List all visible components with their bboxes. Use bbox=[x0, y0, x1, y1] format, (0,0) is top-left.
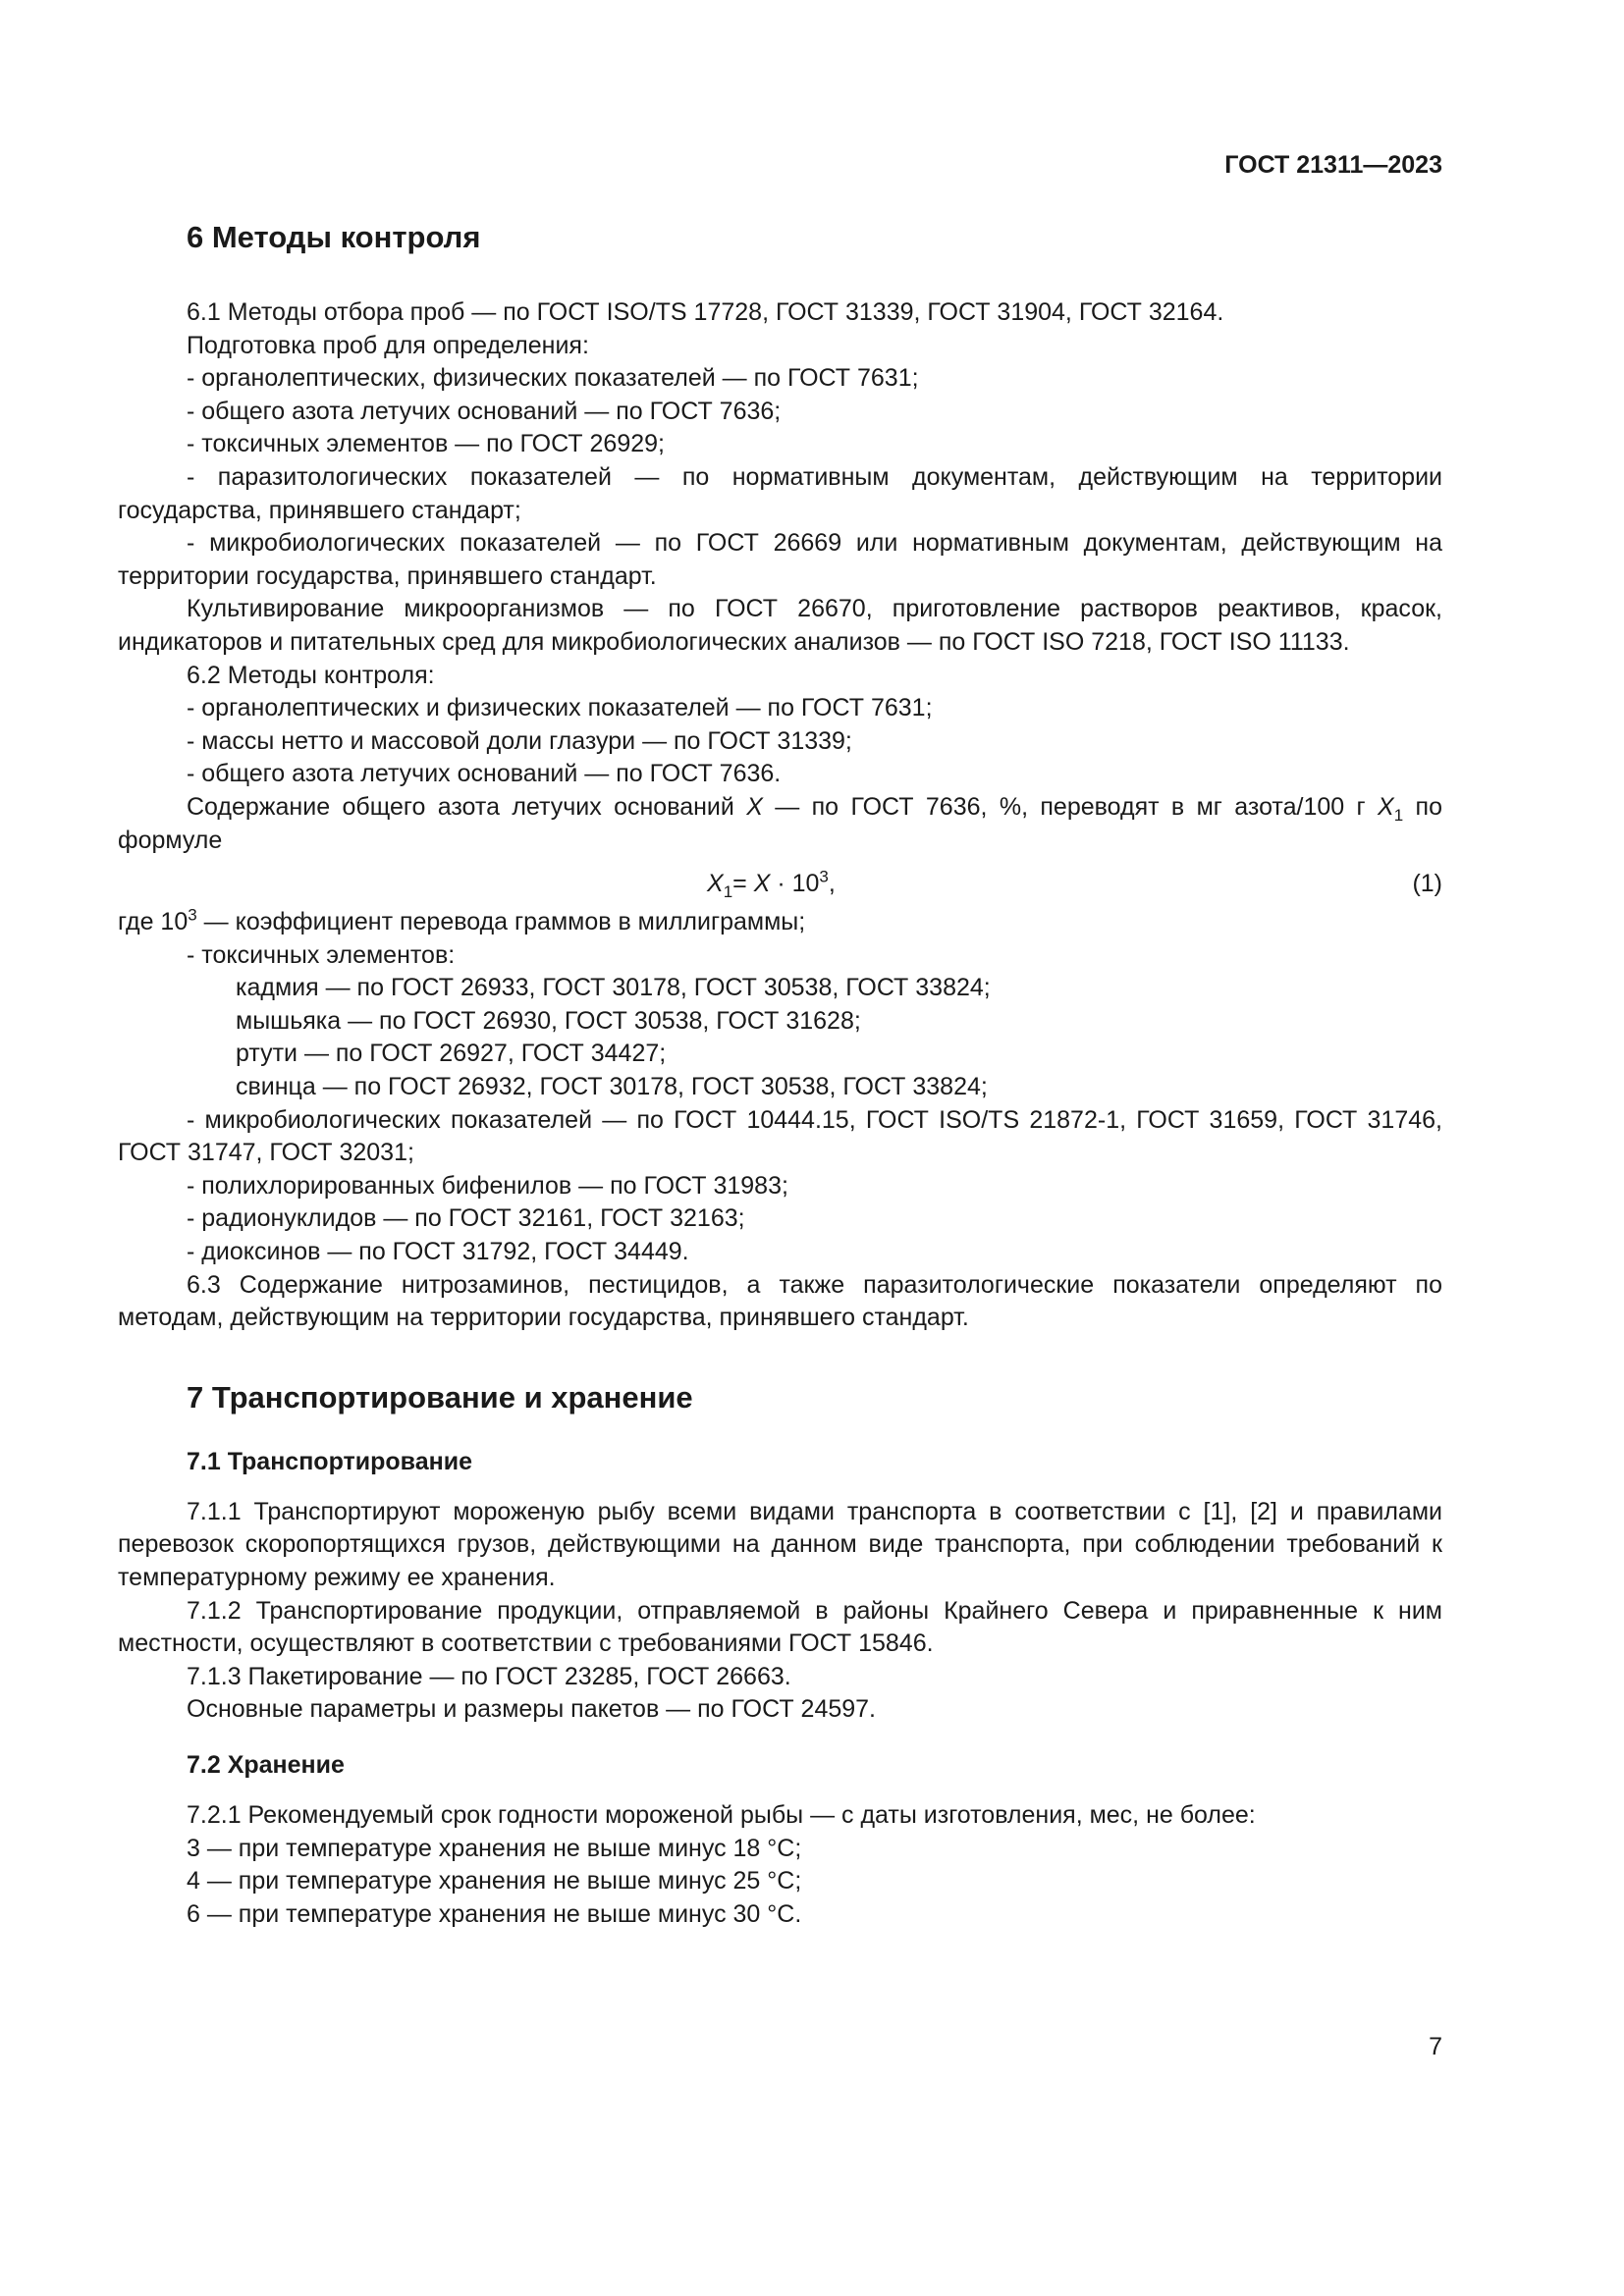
where-text-b: — коэффициент перевода граммов в миллиграммы; bbox=[196, 908, 806, 936]
formula-lhs: X bbox=[707, 870, 724, 898]
nitrogen-content-paragraph bbox=[118, 791, 1442, 857]
paragraph-7-1-2: 7.1.2 Транспортирование продукции, отправляемой в районы Крайнего Севера и приравненные к ним местности, осуществляют в соответствии с требованиями ГОСТ 15846. bbox=[118, 1596, 1442, 1658]
prep-item: - токсичных элементов — по ГОСТ 26929; bbox=[187, 430, 665, 458]
control-item: - полихлорированных бифенилов — по ГОСТ 31983; bbox=[187, 1171, 788, 1200]
control-item: - органолептических и физических показателей — по ГОСТ 7631; bbox=[187, 694, 933, 722]
where-text-a: где 10 bbox=[118, 908, 189, 936]
paragraph-7-1-1: 7.1.1 Транспортируют мороженую рыбу всеми видами транспорта в соответствии с [1], [2] и правилами перевозок скоропортящихся грузов, действующими на данном виде транспорта, при соблюдении требований к температурному режиму ее хранения. bbox=[118, 1497, 1442, 1591]
storage-item: 6 — при температуре хранения не выше минус 30 °C. bbox=[187, 1899, 802, 1928]
formula-rhs-exponent: 3 bbox=[819, 867, 829, 886]
formula-lhs-subscript: 1 bbox=[723, 882, 733, 902]
formula-number: (1) bbox=[1412, 870, 1442, 898]
prep-item: - паразитологических показателей — по нормативным документам, действующим на территории государства, принявшего стандарт; bbox=[118, 462, 1442, 524]
paragraph-7-1-3: 7.1.3 Пакетирование — по ГОСТ 23285, ГОСТ 26663. bbox=[187, 1662, 791, 1690]
storage-item: 3 — при температуре хранения не выше минус 18 °C; bbox=[187, 1834, 802, 1862]
paragraph-6-1: 6.1 Методы отбора проб — по ГОСТ ISO/TS 17728, ГОСТ 31339, ГОСТ 31904, ГОСТ 32164. bbox=[187, 298, 1224, 326]
content-text-a: Содержание общего азота летучих оснований bbox=[187, 792, 747, 821]
control-item: - диоксинов — по ГОСТ 31792, ГОСТ 34449. bbox=[187, 1238, 689, 1266]
prep-item: - общего азота летучих оснований — по ГОСТ 7636; bbox=[187, 397, 782, 425]
toxic-item: свинца — по ГОСТ 26932, ГОСТ 30178, ГОСТ 30538, ГОСТ 33824; bbox=[236, 1073, 988, 1101]
content-text-c: по формуле bbox=[118, 792, 1443, 854]
section-7-title: 7 Транспортирование и хранение bbox=[187, 1379, 693, 1415]
toxic-elements-intro: - токсичных элементов: bbox=[187, 940, 456, 969]
document-code: ГОСТ 21311—2023 bbox=[1224, 151, 1442, 179]
control-item: - радионуклидов — по ГОСТ 32161, ГОСТ 32163; bbox=[187, 1204, 745, 1233]
formula-rhs-multiplier: · 10 bbox=[770, 870, 820, 898]
variable-x1-subscript: 1 bbox=[1393, 805, 1404, 825]
control-item: - общего азота летучих оснований — по ГОСТ 7636. bbox=[187, 760, 782, 788]
cultivation-paragraph: Культивирование микроорганизмов — по ГОСТ 26670, приготовление растворов реактивов, красок, индикаторов и питательных сред для микробиологических анализов — по ГОСТ ISO 7218, ГОСТ ISO 11133. bbox=[118, 595, 1442, 656]
control-item: - массы нетто и массовой доли глазури — по ГОСТ 31339; bbox=[187, 726, 852, 755]
section-6-title: 6 Методы контроля bbox=[187, 220, 481, 254]
prep-item: - микробиологических показателей — по ГОСТ 26669 или нормативным документам, действующим на территории государства, принявшего стандарт. bbox=[118, 529, 1442, 590]
storage-item: 4 — при температуре хранения не выше минус 25 °C; bbox=[187, 1867, 802, 1896]
page-content bbox=[118, 218, 1442, 1931]
variable-x: X bbox=[746, 792, 763, 821]
paragraph-7-2-1: 7.2.1 Рекомендуемый срок годности мороженой рыбы — с даты изготовления, мес, не более: bbox=[187, 1800, 1256, 1829]
formula-equals: = bbox=[732, 870, 754, 898]
content-text-b: — по ГОСТ 7636, %, переводят в мг азота/100 г bbox=[762, 792, 1379, 821]
where-exponent: 3 bbox=[188, 905, 197, 925]
toxic-item: мышьяка — по ГОСТ 26930, ГОСТ 30538, ГОСТ 31628; bbox=[236, 1006, 861, 1035]
toxic-item: кадмия — по ГОСТ 26933, ГОСТ 30178, ГОСТ 30538, ГОСТ 33824; bbox=[236, 974, 991, 1002]
prep-item: - органолептических, физических показателей — по ГОСТ 7631; bbox=[187, 364, 919, 393]
formula-explanation bbox=[118, 906, 1442, 939]
formula-comma: , bbox=[828, 870, 836, 898]
page-number: 7 bbox=[1429, 2033, 1442, 2060]
paragraph-6-3: 6.3 Содержание нитрозаминов, пестицидов, а также паразитологические показатели определяют по методам, действующим на территории государства, принявшего стандарт. bbox=[118, 1270, 1442, 1332]
formula-expression bbox=[707, 867, 836, 900]
formula-1 bbox=[118, 863, 1442, 906]
paragraph-6-2: 6.2 Методы контроля: bbox=[187, 661, 435, 689]
packets-paragraph: Основные параметры и размеры пакетов — по ГОСТ 24597. bbox=[187, 1695, 877, 1724]
formula-rhs-variable: X bbox=[753, 870, 771, 898]
subsection-7-2-title: 7.2 Хранение bbox=[187, 1750, 345, 1779]
subsection-7-1-title: 7.1 Транспортирование bbox=[187, 1447, 472, 1475]
variable-x1: X bbox=[1378, 792, 1394, 821]
sample-prep-intro: Подготовка проб для определения: bbox=[187, 331, 589, 359]
micro-control-item: - микробиологических показателей — по ГОСТ 10444.15, ГОСТ ISO/TS 21872-1, ГОСТ 31659, ГОСТ 31746, ГОСТ 31747, ГОСТ 32031; bbox=[118, 1105, 1442, 1167]
toxic-item: ртути — по ГОСТ 26927, ГОСТ 34427; bbox=[236, 1040, 667, 1068]
